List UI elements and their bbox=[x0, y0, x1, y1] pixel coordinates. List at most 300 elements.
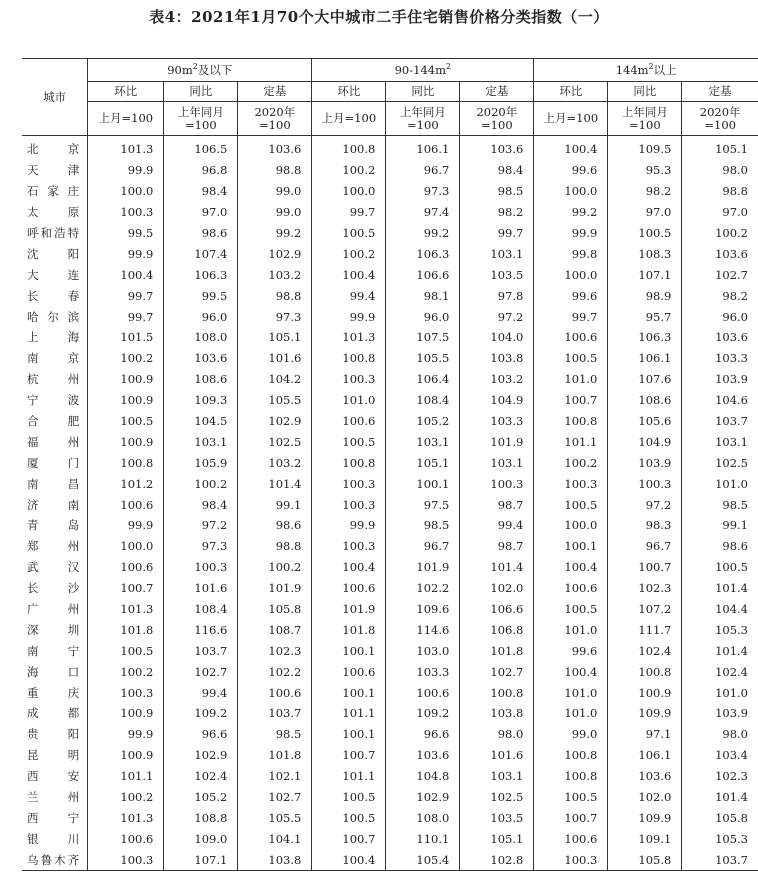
index-value: 98.2 bbox=[460, 202, 534, 223]
index-value: 103.6 bbox=[682, 327, 758, 348]
table-row bbox=[22, 411, 758, 432]
index-value: 100.8 bbox=[534, 745, 608, 766]
index-value: 116.6 bbox=[164, 619, 238, 640]
index-value: 99.6 bbox=[534, 160, 608, 181]
index-value: 100.3 bbox=[460, 473, 534, 494]
index-value: 96.7 bbox=[386, 536, 460, 557]
index-value: 101.0 bbox=[682, 682, 758, 703]
city-name: 哈尔滨 bbox=[27, 309, 80, 324]
index-value: 98.8 bbox=[238, 160, 312, 181]
index-value: 99.9 bbox=[88, 160, 164, 181]
index-value: 107.4 bbox=[164, 243, 238, 264]
table-row bbox=[22, 202, 758, 223]
index-value: 106.3 bbox=[386, 243, 460, 264]
index-value: 100.3 bbox=[534, 473, 608, 494]
index-value: 99.2 bbox=[534, 202, 608, 223]
index-value: 103.9 bbox=[682, 703, 758, 724]
index-value: 102.3 bbox=[238, 640, 312, 661]
index-value: 110.1 bbox=[386, 828, 460, 849]
index-value: 100.1 bbox=[386, 473, 460, 494]
index-value: 103.6 bbox=[608, 766, 682, 787]
base-header-mom: 上月=100 bbox=[534, 102, 608, 136]
index-value: 103.1 bbox=[460, 766, 534, 787]
index-value: 103.3 bbox=[386, 661, 460, 682]
index-value: 100.4 bbox=[534, 136, 608, 160]
index-value: 111.7 bbox=[608, 619, 682, 640]
index-value: 100.9 bbox=[608, 682, 682, 703]
city-name: 海口 bbox=[27, 664, 80, 679]
index-value: 101.6 bbox=[460, 745, 534, 766]
table-row bbox=[22, 136, 758, 160]
city-name: 北京 bbox=[27, 142, 80, 157]
city-name: 西安 bbox=[27, 769, 80, 784]
sub-header-mom: 环比 bbox=[534, 82, 608, 102]
index-value: 104.9 bbox=[460, 390, 534, 411]
index-value: 100.3 bbox=[312, 494, 386, 515]
index-value: 101.9 bbox=[386, 557, 460, 578]
index-value: 99.5 bbox=[88, 223, 164, 244]
index-value: 103.1 bbox=[682, 431, 758, 452]
index-value: 97.4 bbox=[386, 202, 460, 223]
table-row bbox=[22, 766, 758, 787]
city-name: 太原 bbox=[27, 205, 80, 220]
index-value: 102.5 bbox=[460, 787, 534, 808]
index-value: 100.5 bbox=[312, 431, 386, 452]
index-value: 99.2 bbox=[238, 223, 312, 244]
city-name: 长沙 bbox=[27, 581, 80, 596]
index-value: 99.9 bbox=[88, 724, 164, 745]
index-value: 106.3 bbox=[164, 264, 238, 285]
table-row bbox=[22, 473, 758, 494]
index-value: 98.0 bbox=[682, 724, 758, 745]
index-value: 100.8 bbox=[460, 682, 534, 703]
base-header-mom: 上月=100 bbox=[88, 102, 164, 136]
index-value: 109.2 bbox=[164, 703, 238, 724]
city-name: 长春 bbox=[27, 288, 80, 303]
table-row bbox=[22, 223, 758, 244]
table-row bbox=[22, 431, 758, 452]
index-value: 100.3 bbox=[312, 473, 386, 494]
index-value: 104.5 bbox=[164, 411, 238, 432]
city-name: 兰州 bbox=[27, 790, 80, 805]
index-value: 103.8 bbox=[238, 849, 312, 870]
index-value: 100.6 bbox=[88, 557, 164, 578]
city-name: 上海 bbox=[27, 330, 80, 345]
index-value: 99.9 bbox=[534, 223, 608, 244]
index-value: 100.3 bbox=[312, 369, 386, 390]
index-value: 105.1 bbox=[682, 136, 758, 160]
city-name: 广州 bbox=[27, 602, 80, 617]
index-value: 96.0 bbox=[386, 306, 460, 327]
table-row bbox=[22, 369, 758, 390]
table-row bbox=[22, 160, 758, 181]
index-value: 99.4 bbox=[460, 515, 534, 536]
index-value: 101.3 bbox=[88, 599, 164, 620]
index-value: 105.9 bbox=[164, 452, 238, 473]
index-value: 100.7 bbox=[534, 808, 608, 829]
index-value: 96.0 bbox=[682, 306, 758, 327]
index-value: 108.4 bbox=[386, 390, 460, 411]
index-value: 104.6 bbox=[682, 390, 758, 411]
index-value: 98.6 bbox=[164, 223, 238, 244]
index-value: 98.5 bbox=[238, 724, 312, 745]
city-name: 南京 bbox=[27, 351, 80, 366]
index-value: 97.0 bbox=[164, 202, 238, 223]
table-row bbox=[22, 348, 758, 369]
index-value: 100.7 bbox=[312, 828, 386, 849]
sub-header-mom: 环比 bbox=[88, 82, 164, 102]
index-value: 102.3 bbox=[682, 766, 758, 787]
sub-header-mom: 环比 bbox=[312, 82, 386, 102]
index-value: 96.7 bbox=[608, 536, 682, 557]
index-value: 99.7 bbox=[88, 285, 164, 306]
index-value: 100.2 bbox=[88, 348, 164, 369]
index-value: 100.4 bbox=[312, 264, 386, 285]
index-value: 95.7 bbox=[608, 306, 682, 327]
city-name: 宁波 bbox=[27, 393, 80, 408]
index-value: 99.8 bbox=[534, 243, 608, 264]
index-value: 100.3 bbox=[88, 682, 164, 703]
index-value: 108.7 bbox=[238, 619, 312, 640]
city-name: 乌鲁木齐 bbox=[27, 852, 80, 867]
sub-header-yoy: 同比 bbox=[386, 82, 460, 102]
index-value: 98.7 bbox=[460, 494, 534, 515]
table-row bbox=[22, 661, 758, 682]
index-value: 100.5 bbox=[88, 640, 164, 661]
index-value: 106.8 bbox=[460, 619, 534, 640]
city-name: 银川 bbox=[27, 831, 80, 846]
index-value: 100.4 bbox=[534, 661, 608, 682]
index-value: 98.8 bbox=[238, 285, 312, 306]
index-value: 100.6 bbox=[312, 411, 386, 432]
city-name: 杭州 bbox=[27, 372, 80, 387]
index-value: 102.9 bbox=[164, 745, 238, 766]
index-value: 98.0 bbox=[460, 724, 534, 745]
index-value: 105.3 bbox=[682, 828, 758, 849]
index-value: 104.8 bbox=[386, 766, 460, 787]
index-value: 100.9 bbox=[88, 431, 164, 452]
index-value: 103.0 bbox=[386, 640, 460, 661]
index-value: 98.6 bbox=[682, 536, 758, 557]
table-row bbox=[22, 243, 758, 264]
index-value: 99.0 bbox=[238, 181, 312, 202]
index-value: 100.3 bbox=[88, 202, 164, 223]
index-value: 103.1 bbox=[460, 452, 534, 473]
index-value: 102.4 bbox=[608, 640, 682, 661]
index-value: 102.7 bbox=[460, 661, 534, 682]
index-value: 101.5 bbox=[88, 327, 164, 348]
index-value: 101.8 bbox=[312, 619, 386, 640]
index-value: 104.1 bbox=[238, 828, 312, 849]
index-value: 99.9 bbox=[312, 515, 386, 536]
index-value: 105.1 bbox=[386, 452, 460, 473]
index-value: 109.2 bbox=[386, 703, 460, 724]
index-value: 103.6 bbox=[460, 136, 534, 160]
index-value: 109.6 bbox=[386, 599, 460, 620]
index-value: 101.3 bbox=[312, 327, 386, 348]
index-value: 103.8 bbox=[460, 348, 534, 369]
index-value: 101.8 bbox=[238, 745, 312, 766]
index-value: 100.7 bbox=[608, 557, 682, 578]
index-value: 100.8 bbox=[534, 411, 608, 432]
index-value: 101.6 bbox=[164, 578, 238, 599]
group-header-medium: $90-144m^2$ bbox=[312, 59, 534, 82]
index-value: 100.0 bbox=[534, 515, 608, 536]
index-value: 105.8 bbox=[238, 599, 312, 620]
table-row bbox=[22, 703, 758, 724]
index-value: 105.1 bbox=[460, 828, 534, 849]
index-value: 109.3 bbox=[164, 390, 238, 411]
table-row bbox=[22, 515, 758, 536]
table-row bbox=[22, 452, 758, 473]
index-value: 103.5 bbox=[460, 808, 534, 829]
city-name: 石家庄 bbox=[27, 184, 80, 199]
city-name: 南昌 bbox=[27, 476, 80, 491]
index-value: 102.4 bbox=[164, 766, 238, 787]
index-value: 100.8 bbox=[534, 766, 608, 787]
index-value: 103.9 bbox=[682, 369, 758, 390]
index-value: 99.6 bbox=[534, 640, 608, 661]
index-value: 99.7 bbox=[88, 306, 164, 327]
index-value: 100.5 bbox=[608, 223, 682, 244]
index-value: 101.0 bbox=[534, 369, 608, 390]
index-value: 100.3 bbox=[164, 557, 238, 578]
city-name: 济南 bbox=[27, 497, 80, 512]
city-name: 福州 bbox=[27, 434, 80, 449]
index-value: 107.1 bbox=[608, 264, 682, 285]
index-value: 104.0 bbox=[460, 327, 534, 348]
index-value: 100.1 bbox=[312, 724, 386, 745]
city-name: 合肥 bbox=[27, 414, 80, 429]
city-name: 沈阳 bbox=[27, 246, 80, 261]
index-value: 100.8 bbox=[312, 452, 386, 473]
table-row bbox=[22, 557, 758, 578]
index-value: 101.1 bbox=[534, 431, 608, 452]
index-value: 100.4 bbox=[88, 264, 164, 285]
index-value: 100.6 bbox=[534, 828, 608, 849]
index-value: 101.4 bbox=[682, 578, 758, 599]
index-value: 103.7 bbox=[682, 849, 758, 870]
index-value: 99.9 bbox=[312, 306, 386, 327]
index-value: 100.8 bbox=[88, 452, 164, 473]
index-value: 99.7 bbox=[534, 306, 608, 327]
index-value: 101.2 bbox=[88, 473, 164, 494]
city-name: 厦门 bbox=[27, 455, 80, 470]
index-value: 97.3 bbox=[238, 306, 312, 327]
index-value: 102.7 bbox=[682, 264, 758, 285]
base-header-fixed: 2020年 =100 bbox=[238, 102, 312, 136]
index-value: 97.0 bbox=[682, 202, 758, 223]
index-value: 100.5 bbox=[88, 411, 164, 432]
index-value: 102.7 bbox=[238, 787, 312, 808]
sub-header-fixed: 定基 bbox=[460, 82, 534, 102]
index-value: 100.3 bbox=[534, 849, 608, 870]
index-value: 99.9 bbox=[88, 515, 164, 536]
index-value: 103.3 bbox=[682, 348, 758, 369]
index-value: 100.6 bbox=[312, 661, 386, 682]
index-value: 100.2 bbox=[88, 661, 164, 682]
index-value: 98.4 bbox=[164, 181, 238, 202]
base-header-fixed: 2020年 =100 bbox=[460, 102, 534, 136]
index-value: 101.9 bbox=[460, 431, 534, 452]
index-value: 107.2 bbox=[608, 599, 682, 620]
index-value: 100.9 bbox=[88, 369, 164, 390]
index-value: 98.3 bbox=[608, 515, 682, 536]
index-value: 106.1 bbox=[608, 745, 682, 766]
city-name: 大连 bbox=[27, 267, 80, 282]
city-name: 呼和浩特 bbox=[27, 226, 80, 240]
index-value: 98.4 bbox=[164, 494, 238, 515]
index-value: 98.8 bbox=[238, 536, 312, 557]
index-value: 108.0 bbox=[386, 808, 460, 829]
index-value: 100.0 bbox=[534, 181, 608, 202]
index-value: 100.1 bbox=[312, 682, 386, 703]
index-value: 100.9 bbox=[88, 745, 164, 766]
table-row bbox=[22, 682, 758, 703]
index-value: 101.1 bbox=[88, 766, 164, 787]
table-row bbox=[22, 306, 758, 327]
index-value: 109.1 bbox=[608, 828, 682, 849]
index-value: 103.2 bbox=[460, 369, 534, 390]
index-value: 106.1 bbox=[386, 136, 460, 160]
index-value: 105.2 bbox=[164, 787, 238, 808]
index-value: 100.8 bbox=[312, 348, 386, 369]
index-value: 103.1 bbox=[386, 431, 460, 452]
table-row bbox=[22, 787, 758, 808]
index-value: 98.2 bbox=[682, 285, 758, 306]
index-value: 106.4 bbox=[386, 369, 460, 390]
index-value: 100.3 bbox=[312, 536, 386, 557]
index-value: 95.3 bbox=[608, 160, 682, 181]
table-row bbox=[22, 724, 758, 745]
city-name: 青岛 bbox=[27, 518, 80, 533]
city-name: 天津 bbox=[27, 163, 80, 178]
index-value: 101.4 bbox=[238, 473, 312, 494]
index-value: 100.6 bbox=[238, 682, 312, 703]
index-value: 99.4 bbox=[164, 682, 238, 703]
group-header-small: $90m^2$及以下 bbox=[88, 59, 312, 82]
index-value: 100.5 bbox=[312, 787, 386, 808]
index-value: 98.8 bbox=[682, 181, 758, 202]
index-value: 101.8 bbox=[88, 619, 164, 640]
table-row bbox=[22, 494, 758, 515]
index-value: 103.3 bbox=[460, 411, 534, 432]
index-value: 100.2 bbox=[164, 473, 238, 494]
index-value: 100.5 bbox=[312, 223, 386, 244]
index-value: 100.7 bbox=[312, 745, 386, 766]
index-value: 104.2 bbox=[238, 369, 312, 390]
table-row bbox=[22, 745, 758, 766]
base-header-yoy: 上年同月 =100 bbox=[608, 102, 682, 136]
index-value: 98.0 bbox=[682, 160, 758, 181]
table-row bbox=[22, 828, 758, 849]
index-value: 100.4 bbox=[312, 849, 386, 870]
index-value: 102.1 bbox=[238, 766, 312, 787]
index-value: 102.9 bbox=[386, 787, 460, 808]
group-header-large: $144m^2$以上 bbox=[534, 59, 758, 82]
index-value: 102.2 bbox=[238, 661, 312, 682]
city-name: 西宁 bbox=[27, 810, 80, 825]
index-value: 103.2 bbox=[238, 264, 312, 285]
index-value: 100.6 bbox=[88, 828, 164, 849]
index-value: 103.6 bbox=[682, 243, 758, 264]
city-name: 深圳 bbox=[27, 622, 80, 637]
index-value: 109.5 bbox=[608, 136, 682, 160]
index-value: 101.0 bbox=[534, 682, 608, 703]
index-value: 105.5 bbox=[386, 348, 460, 369]
city-name: 贵阳 bbox=[27, 727, 80, 742]
index-value: 103.1 bbox=[460, 243, 534, 264]
index-value: 100.2 bbox=[534, 452, 608, 473]
sub-header-yoy: 同比 bbox=[608, 82, 682, 102]
index-value: 105.3 bbox=[682, 619, 758, 640]
index-value: 96.6 bbox=[386, 724, 460, 745]
index-value: 100.4 bbox=[534, 557, 608, 578]
index-value: 106.3 bbox=[608, 327, 682, 348]
index-value: 114.6 bbox=[386, 619, 460, 640]
index-value: 98.5 bbox=[386, 515, 460, 536]
index-value: 100.2 bbox=[682, 223, 758, 244]
index-value: 101.0 bbox=[682, 473, 758, 494]
index-value: 100.4 bbox=[312, 557, 386, 578]
city-name: 成都 bbox=[27, 706, 80, 721]
index-value: 101.4 bbox=[682, 640, 758, 661]
index-value: 100.9 bbox=[88, 703, 164, 724]
sub-header-fixed: 定基 bbox=[238, 82, 312, 102]
index-value: 101.1 bbox=[312, 703, 386, 724]
city-name: 南宁 bbox=[27, 643, 80, 658]
index-value: 99.5 bbox=[164, 285, 238, 306]
city-header: 城市 bbox=[22, 59, 88, 136]
table-row bbox=[22, 599, 758, 620]
index-value: 103.9 bbox=[608, 452, 682, 473]
index-value: 103.7 bbox=[238, 703, 312, 724]
index-value: 99.4 bbox=[312, 285, 386, 306]
index-value: 100.7 bbox=[88, 578, 164, 599]
index-value: 105.4 bbox=[386, 849, 460, 870]
index-value: 102.5 bbox=[682, 452, 758, 473]
index-value: 108.3 bbox=[608, 243, 682, 264]
index-value: 98.1 bbox=[386, 285, 460, 306]
sub-header-fixed: 定基 bbox=[682, 82, 758, 102]
index-value: 98.4 bbox=[460, 160, 534, 181]
index-value: 98.7 bbox=[460, 536, 534, 557]
city-name: 武汉 bbox=[27, 560, 80, 575]
index-value: 103.6 bbox=[386, 745, 460, 766]
index-value: 100.6 bbox=[534, 327, 608, 348]
index-value: 108.6 bbox=[608, 390, 682, 411]
index-value: 109.9 bbox=[608, 703, 682, 724]
index-value: 97.3 bbox=[164, 536, 238, 557]
index-value: 102.5 bbox=[238, 431, 312, 452]
index-value: 96.7 bbox=[386, 160, 460, 181]
index-value: 99.0 bbox=[238, 202, 312, 223]
table-row bbox=[22, 181, 758, 202]
index-value: 109.0 bbox=[164, 828, 238, 849]
index-value: 100.5 bbox=[312, 808, 386, 829]
index-value: 107.5 bbox=[386, 327, 460, 348]
index-value: 101.3 bbox=[88, 808, 164, 829]
index-value: 97.2 bbox=[608, 494, 682, 515]
index-value: 100.0 bbox=[88, 181, 164, 202]
index-value: 103.8 bbox=[460, 703, 534, 724]
table-row bbox=[22, 619, 758, 640]
index-value: 99.1 bbox=[238, 494, 312, 515]
index-value: 100.2 bbox=[312, 160, 386, 181]
table-row bbox=[22, 285, 758, 306]
index-value: 99.0 bbox=[534, 724, 608, 745]
index-value: 98.6 bbox=[238, 515, 312, 536]
